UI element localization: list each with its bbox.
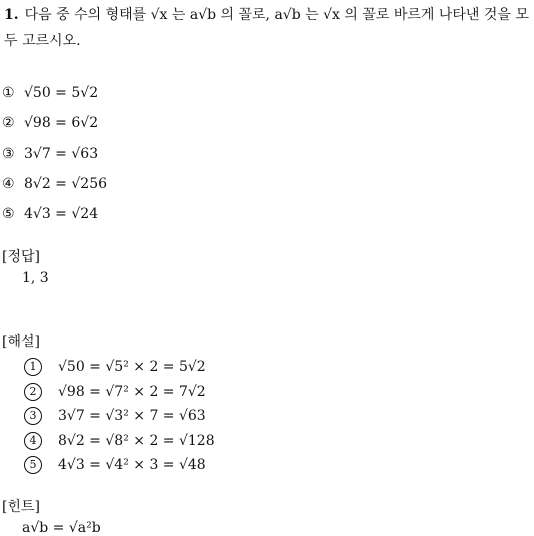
option-2[interactable] (2, 108, 107, 138)
option-marker: ⑤ (2, 206, 15, 223)
explanation-expression: √50 = √5² × 2 = 5√2 (58, 359, 206, 376)
question-text: 다음 중 수의 형태를 √x 는 a√b 의 꼴로, a√b 는 √x 의 꼴로 바르게 나타낸 것을 모두 고르시오. (4, 7, 529, 49)
explanation-row (24, 404, 215, 429)
explanation-row (24, 429, 215, 454)
option-list (2, 78, 107, 229)
answer-value: 1, 3 (22, 270, 49, 286)
question-number: 1. (4, 7, 19, 23)
explanation-row (24, 355, 215, 380)
option-expression: √98 = 6√2 (24, 115, 99, 132)
question (4, 2, 530, 54)
circled-number: 1 (24, 358, 42, 376)
option-expression: 4√3 = √24 (24, 206, 99, 223)
option-5[interactable] (2, 199, 107, 229)
hint-label: [힌트] (2, 499, 40, 515)
option-marker: ① (2, 85, 15, 102)
option-marker: ④ (2, 176, 15, 193)
option-expression: √50 = 5√2 (24, 85, 99, 102)
option-1[interactable] (2, 78, 107, 108)
circled-number: 4 (24, 432, 42, 450)
explanation-list (24, 355, 215, 478)
option-marker: ② (2, 115, 15, 132)
explanation-row (24, 380, 215, 405)
explanation-expression: 3√7 = √3² × 7 = √63 (58, 408, 206, 425)
circled-number: 2 (24, 383, 42, 401)
explanation-label: [해설] (2, 334, 40, 350)
explanation-expression: 8√2 = √8² × 2 = √128 (58, 432, 215, 449)
option-3[interactable] (2, 139, 107, 169)
circled-number: 3 (24, 407, 42, 425)
option-4[interactable] (2, 169, 107, 199)
circled-number: 5 (24, 456, 42, 474)
option-expression: 8√2 = √256 (24, 176, 108, 193)
answer-label: [정답] (2, 249, 40, 265)
option-expression: 3√7 = √63 (24, 145, 99, 162)
explanation-row (24, 453, 215, 478)
hint-expression: a√b = √a²b (22, 520, 101, 536)
explanation-expression: 4√3 = √4² × 3 = √48 (58, 457, 206, 474)
explanation-expression: √98 = √7² × 2 = 7√2 (58, 383, 206, 400)
option-marker: ③ (2, 145, 15, 162)
